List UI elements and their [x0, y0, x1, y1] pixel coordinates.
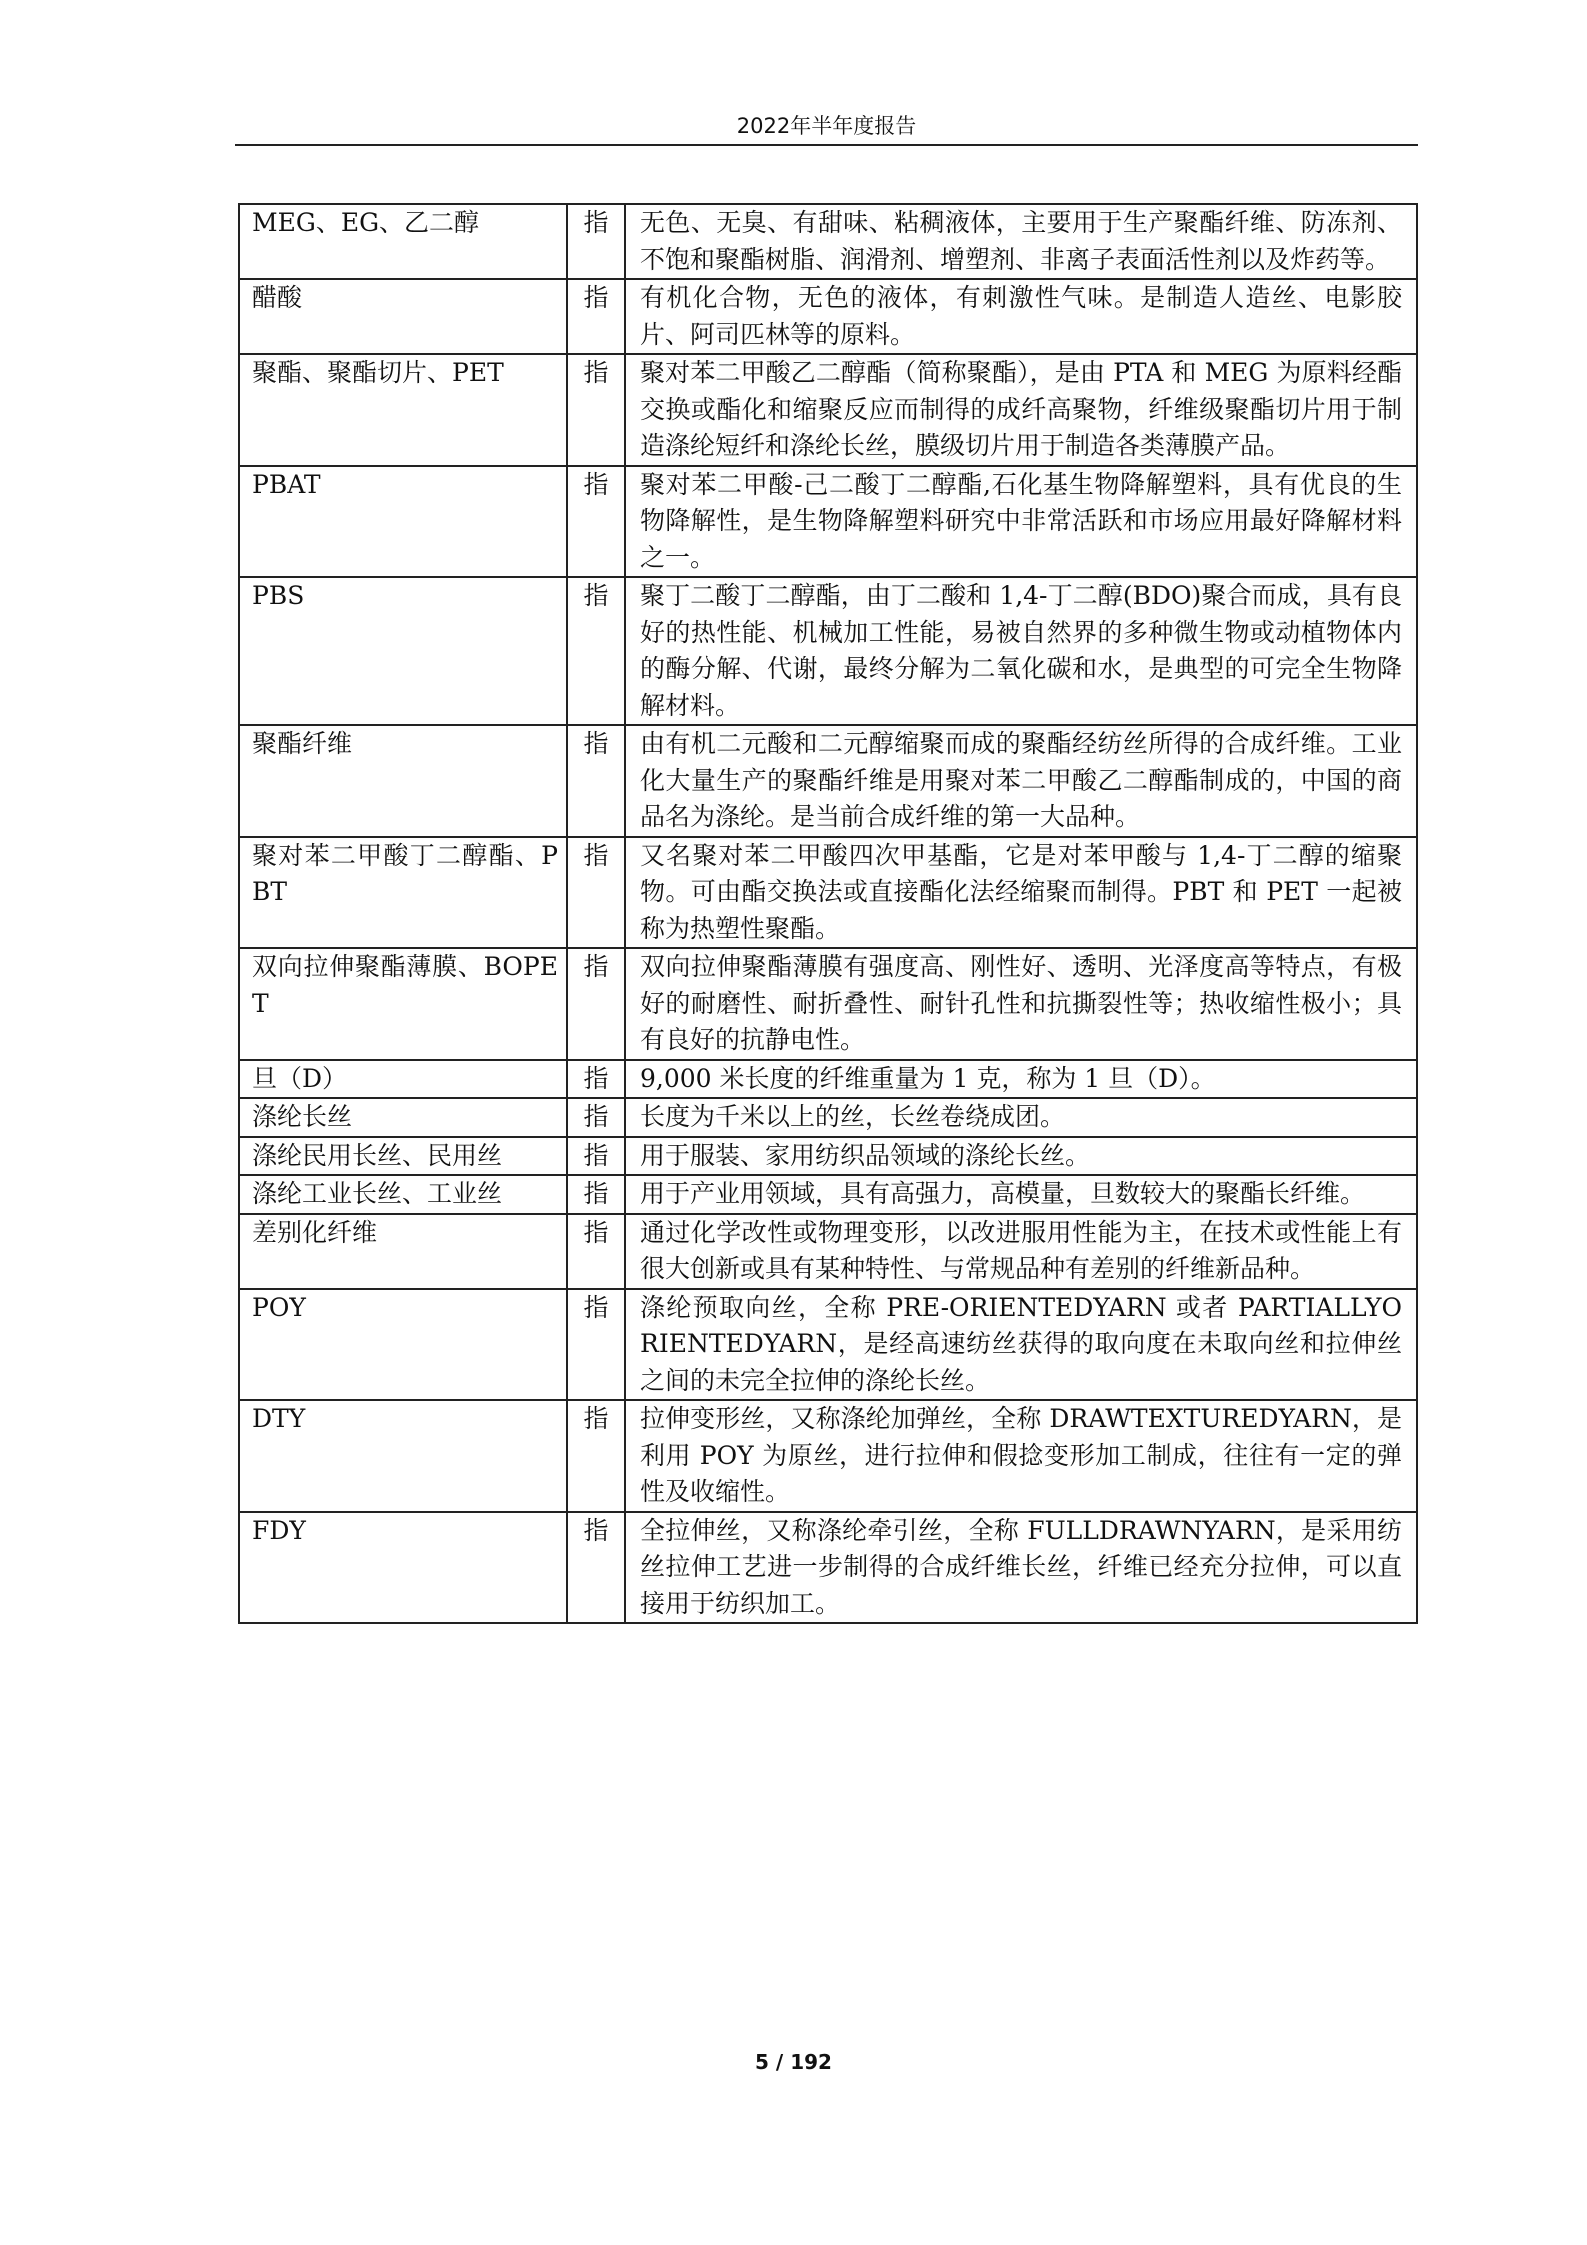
term-cell: 聚酯、聚酯切片、PET: [239, 354, 567, 466]
definition-cell: 聚对苯二甲酸乙二醇酯（简称聚酯），是由 PTA 和 MEG 为原料经酯交换或酯化和缩聚反应而制得的成纤高聚物，纤维级聚酯切片用于制造涤纶短纤和涤纶长丝，膜级切片用于制造各类薄膜产品。: [625, 354, 1417, 466]
means-cell: 指: [567, 1175, 625, 1214]
means-cell: 指: [567, 1060, 625, 1099]
means-cell: 指: [567, 1400, 625, 1512]
page-header: 2022年半年度报告: [235, 108, 1418, 146]
means-cell: 指: [567, 204, 625, 279]
table-row: [239, 1512, 1417, 1624]
table-row: [239, 354, 1417, 466]
definition-cell: 全拉伸丝，又称涤纶牵引丝，全称 FULLDRAWNYARN，是采用纺丝拉伸工艺进一步制得的合成纤维长丝，纤维已经充分拉伸，可以直接用于纺织加工。: [625, 1512, 1417, 1624]
definition-cell: 用于产业用领域，具有高强力，高模量，旦数较大的聚酯长纤维。: [625, 1175, 1417, 1214]
definition-cell: 有机化合物，无色的液体，有刺激性气味。是制造人造丝、电影胶片、阿司匹林等的原料。: [625, 279, 1417, 354]
definition-cell: 由有机二元酸和二元醇缩聚而成的聚酯经纺丝所得的合成纤维。工业化大量生产的聚酯纤维是用聚对苯二甲酸乙二醇酯制成的，中国的商品名为涤纶。是当前合成纤维的第一大品种。: [625, 725, 1417, 837]
table-row: [239, 948, 1417, 1060]
page-number: 5 / 192: [755, 2050, 832, 2074]
definition-cell: 通过化学改性或物理变形，以改进服用性能为主，在技术或性能上有很大创新或具有某种特性、与常规品种有差别的纤维新品种。: [625, 1214, 1417, 1289]
table-row: [239, 725, 1417, 837]
term-cell: POY: [239, 1289, 567, 1401]
term-cell: 旦（D）: [239, 1060, 567, 1099]
table-row: [239, 577, 1417, 725]
term-cell: 差别化纤维: [239, 1214, 567, 1289]
definition-cell: 无色、无臭、有甜味、粘稠液体，主要用于生产聚酯纤维、防冻剂、不饱和聚酯树脂、润滑剂、增塑剂、非离子表面活性剂以及炸药等。: [625, 204, 1417, 279]
table-row: [239, 1098, 1417, 1137]
definition-cell: 聚丁二酸丁二醇酯，由丁二酸和 1,4-丁二醇(BDO)聚合而成，具有良好的热性能、机械加工性能，易被自然界的多种微生物或动植物体内的酶分解、代谢，最终分解为二氧化碳和水，是典型的可完全生物降解材料。: [625, 577, 1417, 725]
means-cell: 指: [567, 948, 625, 1060]
table-row: [239, 1400, 1417, 1512]
means-cell: 指: [567, 725, 625, 837]
table-row: [239, 1137, 1417, 1176]
definition-cell: 拉伸变形丝，又称涤纶加弹丝，全称 DRAWTEXTUREDYARN，是利用 POY 为原丝，进行拉伸和假捻变形加工制成，往往有一定的弹性及收缩性。: [625, 1400, 1417, 1512]
definition-cell: 聚对苯二甲酸-己二酸丁二醇酯,石化基生物降解塑料，具有优良的生物降解性，是生物降解塑料研究中非常活跃和市场应用最好降解材料之一。: [625, 466, 1417, 578]
term-cell: 聚酯纤维: [239, 725, 567, 837]
term-cell: 聚对苯二甲酸丁二醇酯、PBT: [239, 837, 567, 949]
table-row: [239, 279, 1417, 354]
term-cell: 涤纶民用长丝、民用丝: [239, 1137, 567, 1176]
table-row: [239, 837, 1417, 949]
term-cell: 涤纶工业长丝、工业丝: [239, 1175, 567, 1214]
term-cell: PBAT: [239, 466, 567, 578]
term-cell: 双向拉伸聚酯薄膜、BOPET: [239, 948, 567, 1060]
means-cell: 指: [567, 279, 625, 354]
glossary-table: [238, 203, 1418, 1624]
means-cell: 指: [567, 577, 625, 725]
table-row: [239, 466, 1417, 578]
table-row: [239, 1060, 1417, 1099]
means-cell: 指: [567, 1098, 625, 1137]
means-cell: 指: [567, 466, 625, 578]
term-cell: 涤纶长丝: [239, 1098, 567, 1137]
means-cell: 指: [567, 1214, 625, 1289]
means-cell: 指: [567, 1512, 625, 1624]
definition-cell: 又名聚对苯二甲酸四次甲基酯，它是对苯甲酸与 1,4-丁二醇的缩聚物。可由酯交换法或直接酯化法经缩聚而制得。PBT 和 PET 一起被称为热塑性聚酯。: [625, 837, 1417, 949]
means-cell: 指: [567, 1289, 625, 1401]
table-row: [239, 1175, 1417, 1214]
definition-cell: 涤纶预取向丝，全称 PRE-ORIENTEDYARN 或者 PARTIALLYORIENTEDYARN，是经高速纺丝获得的取向度在未取向丝和拉伸丝之间的未完全拉伸的涤纶长丝。: [625, 1289, 1417, 1401]
means-cell: 指: [567, 837, 625, 949]
definition-cell: 用于服装、家用纺织品领域的涤纶长丝。: [625, 1137, 1417, 1176]
definition-cell: 双向拉伸聚酯薄膜有强度高、刚性好、透明、光泽度高等特点，有极好的耐磨性、耐折叠性、耐针孔性和抗撕裂性等；热收缩性极小；具有良好的抗静电性。: [625, 948, 1417, 1060]
table-row: [239, 1289, 1417, 1401]
table-row: [239, 204, 1417, 279]
table-row: [239, 1214, 1417, 1289]
means-cell: 指: [567, 354, 625, 466]
definition-cell: 9,000 米长度的纤维重量为 1 克，称为 1 旦（D）。: [625, 1060, 1417, 1099]
term-cell: PBS: [239, 577, 567, 725]
means-cell: 指: [567, 1137, 625, 1176]
term-cell: MEG、EG、乙二醇: [239, 204, 567, 279]
term-cell: FDY: [239, 1512, 567, 1624]
definition-cell: 长度为千米以上的丝，长丝卷绕成团。: [625, 1098, 1417, 1137]
term-cell: 醋酸: [239, 279, 567, 354]
term-cell: DTY: [239, 1400, 567, 1512]
